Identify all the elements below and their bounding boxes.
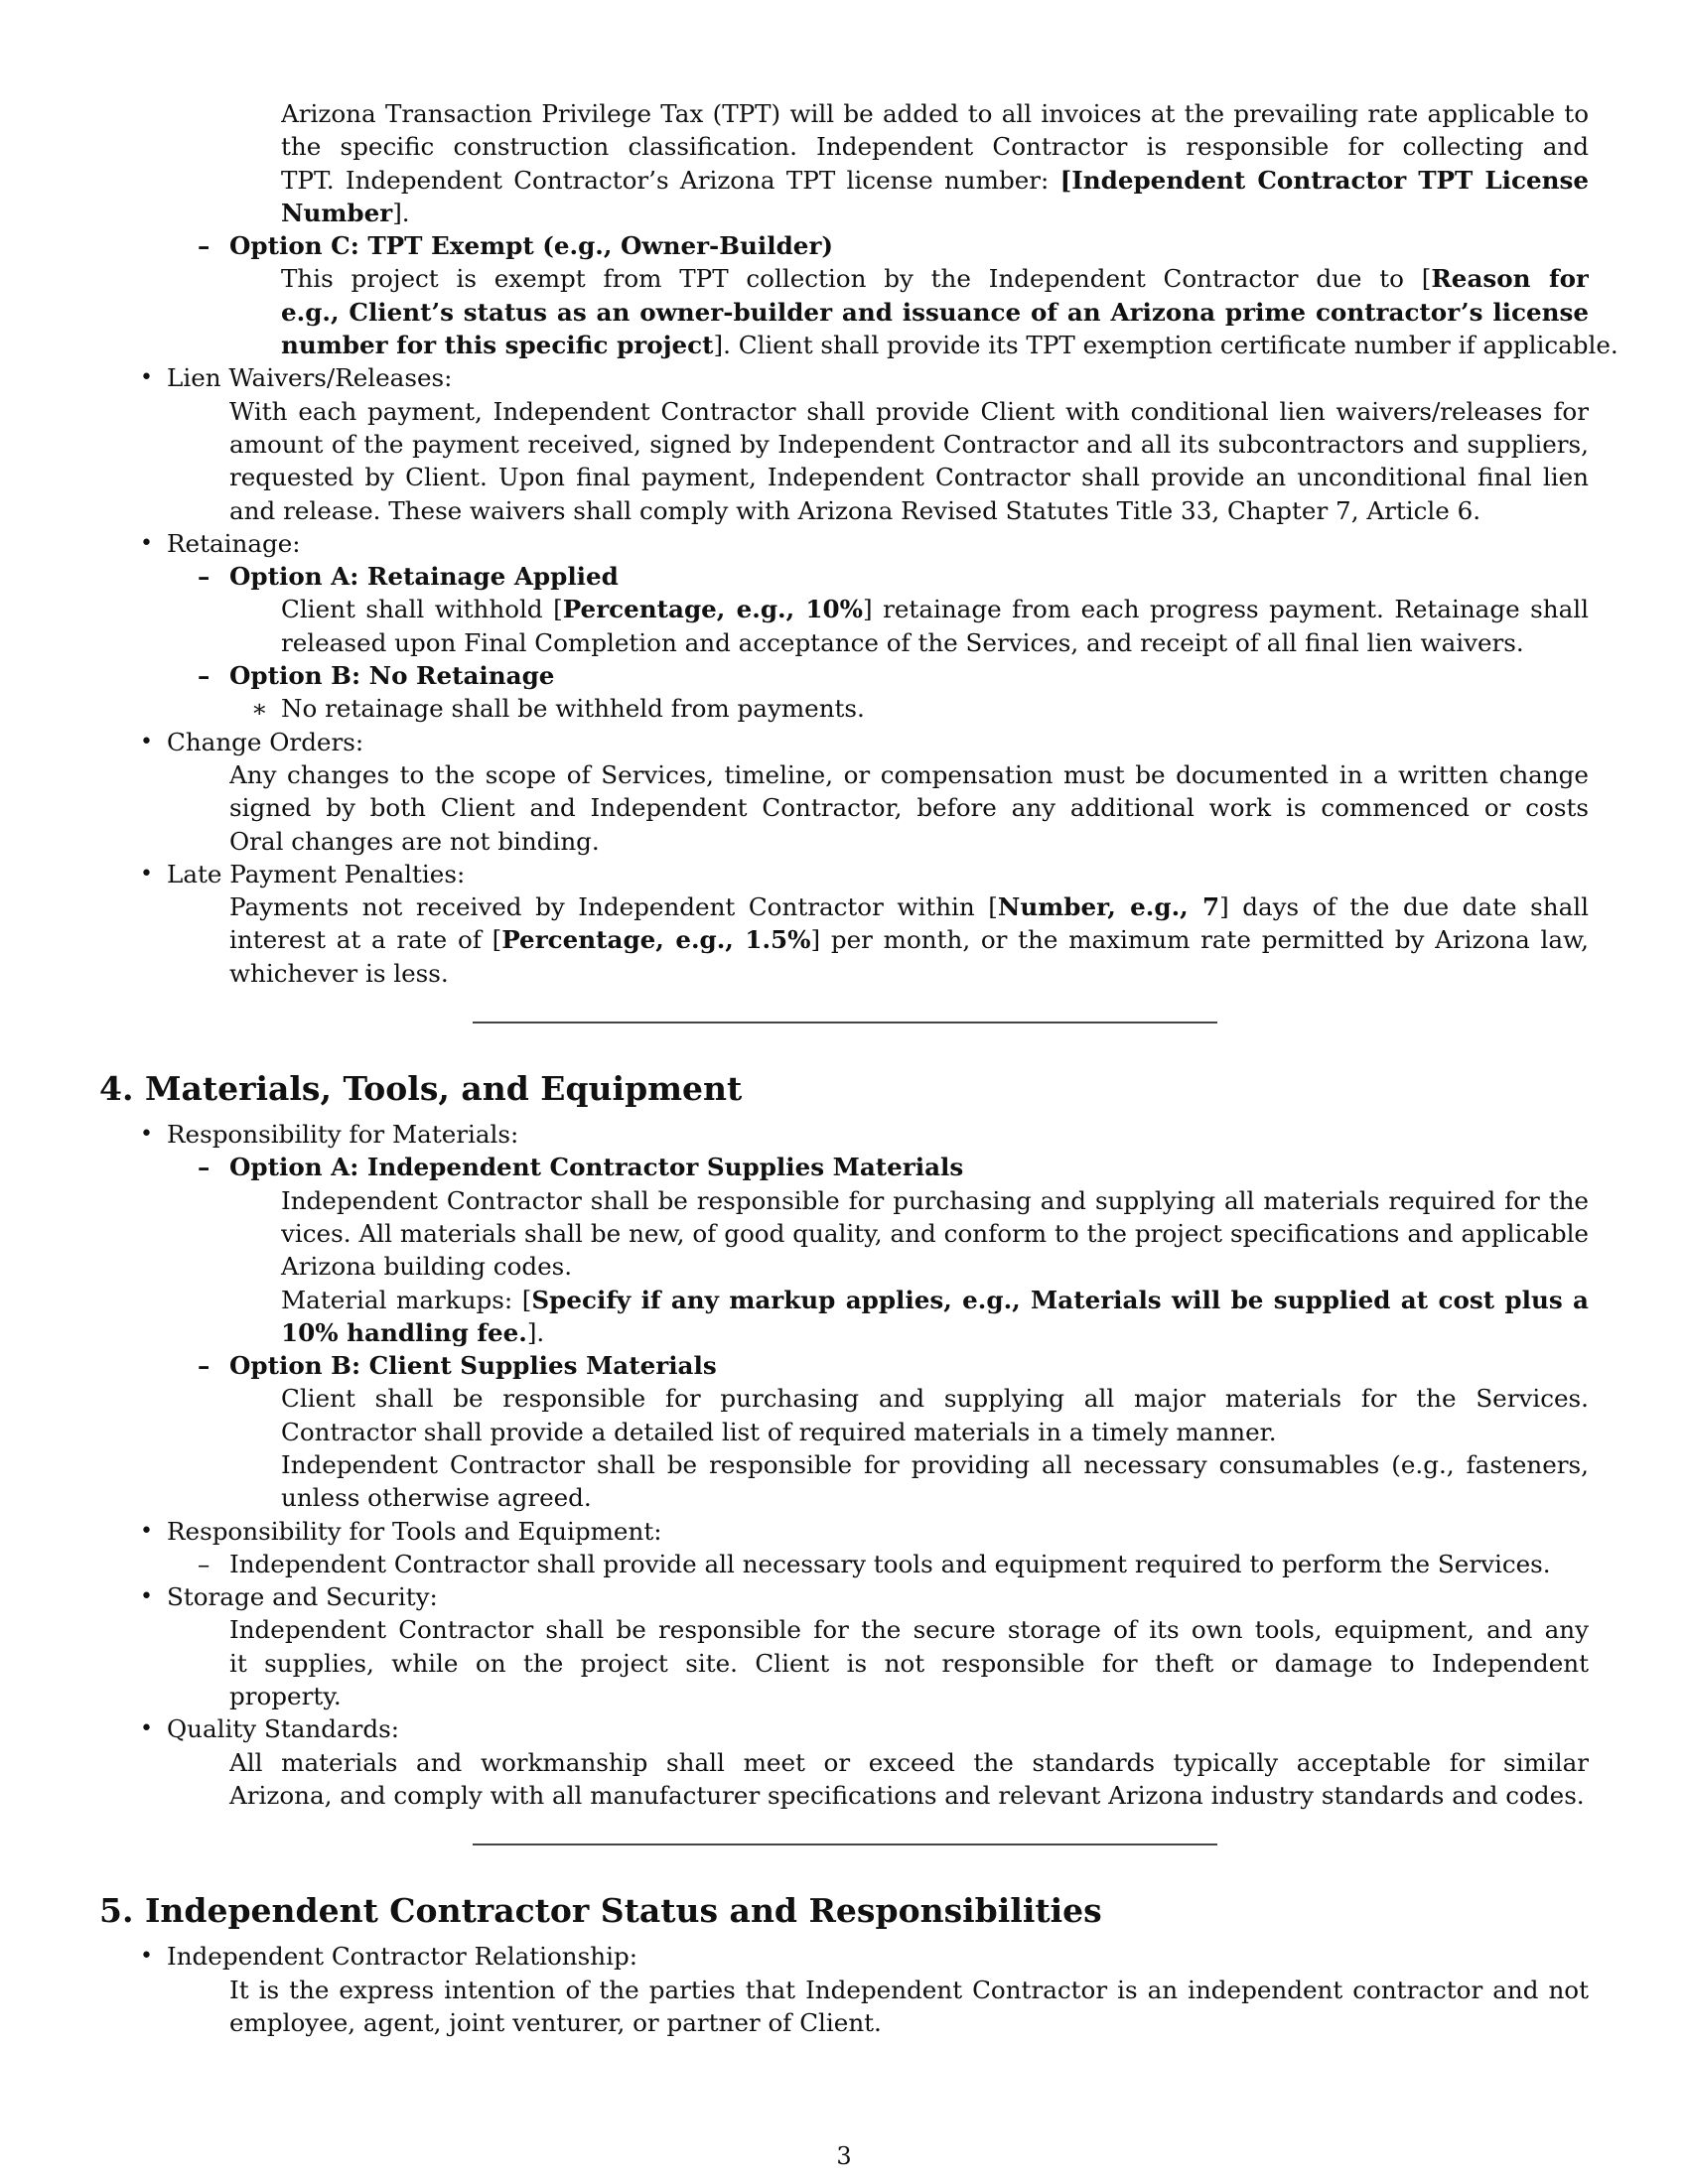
list-item: Client shall be responsible for purchasing and supplying all major materials for the Services.: [281, 1384, 1589, 1414]
list-item: Client shall withhold [Percentage, e.g., 10%] retainage from each progress payment. Retainage shall: [281, 595, 1589, 624]
storage-label: • Storage and Security:: [140, 1582, 438, 1612]
list-item: With each payment, Independent Contractor shall provide Client with conditional lien waivers/releases for: [229, 396, 1589, 426]
section-5-heading: 5. Independent Contractor Status and Responsibilities: [99, 1891, 1102, 1931]
relationship-label: • Independent Contractor Relationship:: [140, 1942, 637, 1972]
change-orders-label: • Change Orders:: [140, 727, 364, 756]
materials-label: • Responsibility for Materials:: [140, 1120, 519, 1150]
late-payment-label: • Late Payment Penalties:: [140, 859, 466, 888]
list-item: It is the express intention of the parties that Independent Contractor is an independent contractor and not: [229, 1975, 1589, 2004]
quality-label: • Quality Standards:: [140, 1714, 400, 1744]
lien-waivers-label: • Lien Waivers/Releases:: [140, 363, 453, 393]
materials-option-a-title: – Option A: Independent Contractor Supplies Materials: [198, 1153, 964, 1182]
section-4-heading: 4. Materials, Tools, and Equipment: [99, 1069, 743, 1109]
list-item: Payments not received by Independent Contractor within [Number, e.g., 7] days of the due date shall: [229, 892, 1589, 922]
option-c-title: – Option C: TPT Exempt (e.g., Owner-Builder): [198, 231, 834, 261]
list-item: All materials and workmanship shall meet or exceed the standards typically acceptable for similar: [229, 1747, 1589, 1777]
list-item: Arizona Transaction Privilege Tax (TPT) will be added to all invoices at the prevailing rate applicable to: [281, 99, 1589, 128]
retainage-option-b-title: – Option B: No Retainage: [198, 661, 555, 691]
list-item: Independent Contractor shall be responsible for providing all necessary consumables (e.g., fasteners,: [281, 1449, 1589, 1479]
list-item: Independent Contractor shall be responsible for purchasing and supplying all materials required for the: [281, 1185, 1589, 1215]
retainage-label: • Retainage:: [140, 528, 301, 558]
tools-label: • Responsibility for Tools and Equipment:: [140, 1516, 662, 1546]
list-item: This project is exempt from TPT collection by the Independent Contractor due to [Reason for: [281, 264, 1589, 294]
page-number: 3: [836, 2142, 852, 2170]
list-item: ∗ No retainage shall be withheld from payments.: [251, 694, 865, 724]
list-item: – Independent Contractor shall provide all necessary tools and equipment required to perform the Services.: [198, 1549, 1551, 1578]
list-item: Independent Contractor shall be responsible for the secure storage of its own tools, equipment, and any: [229, 1615, 1589, 1645]
materials-option-b-title: – Option B: Client Supplies Materials: [198, 1351, 717, 1381]
list-item: Material markups: [Specify if any markup applies, e.g., Materials will be supplied at cost plus a: [281, 1285, 1589, 1314]
document-page: Arizona Transaction Privilege Tax (TPT) will be added to all invoices at the prevailing rate applicable to the specific construction classification. Independent Contractor is responsible for collecting and TPT. Independent Contractor’s Arizona TPT license number: [Independent Contractor TPT License Number]. – Option C: TPT Exempt (e.g., Owner-Builder) This project is exempt from TPT collection by the Independent Contractor due to [Reason for e.g., Client’s status as an owner-builder and issuance of an Arizona prime contractor’s license number for this specific project]. Client shall provide its TPT exemption certificate number if applicable. • Lien Waivers/Releases: With each payment, Independent Contractor shall provide Client with conditional lien waivers/releases for amount of the payment received, signed by Independent Contractor and all its subcontractors and suppliers, requested by Client. Upon final payment, Independent Contractor shall provide an unconditional final lien and release. These waivers shall comply with Arizona Revised Statutes Title 33, Chapter 7, Article 6. • Retainage: – Option A: Retainage Applied Client shall withhold [Percentage, e.g., 10%] retainage from each progress payment. Retainage shall released upon Final Completion and acceptance of the Services, and receipt of all final lien waivers. – Option B: No Retainage ∗ No retainage shall be withheld from payments. • Change Orders: Any changes to the scope of Services, timeline, or compensation must be documented in a written change signed by both Client and Independent Contractor, before any additional work is commenced or costs Oral changes are not binding. • Late Payment Penalties: Payments not received by Independent Contractor within [Number, e.g., 7] days of the due date shall interest at a rate of [Percentage, e.g., 1.5%] per month, or the maximum rate permitted by Arizona law, whichever is less. 4. Materials, Tools, and Equipment • Responsibility for Materials: – Option A: Independent Contractor Supplies Materials Independent Contractor shall be responsible for purchasing and supplying all materials required for the vices. All materials shall be new, of good quality, and conform to the project specifications and applicable Arizona building codes. Material markups: [Specify if any markup applies, e.g., Materials will be supplied at cost plus a 10% handling fee.]. – Option B: Client Supplies Materials Client shall be responsible for purchasing and supplying all major materials for the Services. Contractor shall provide a detailed list of required materials in a timely manner. Independent Contractor shall be responsible for providing all necessary consumables (e.g., fasteners, unless otherwise agreed. • Responsibility for Tools and Equipment: – Independent Contractor shall provide all necessary tools and equipment required to perform the Services. • Storage and Security: Independent Contractor shall be responsible for the secure storage of its own tools, equipment, and any it supplies, while on the project site. Client is not responsible for theft or damage to Independent property. • Quality Standards: All materials and workmanship shall meet or exceed the standards typically acceptable for similar Arizona, and comply with all manufacturer specifications and relevant Arizona industry standards and codes. 5. Independent Contractor Status and Responsibilities • Independent Contractor Relationship: It is the express intention of the parties that Independent Contractor is an independent contractor and not employee, agent, joint venturer, or partner of Client.: [99, 99, 1618, 2037]
list-item: Any changes to the scope of Services, timeline, or compensation must be documented in a written change: [229, 759, 1589, 789]
retainage-option-a-title: – Option A: Retainage Applied: [198, 562, 619, 592]
